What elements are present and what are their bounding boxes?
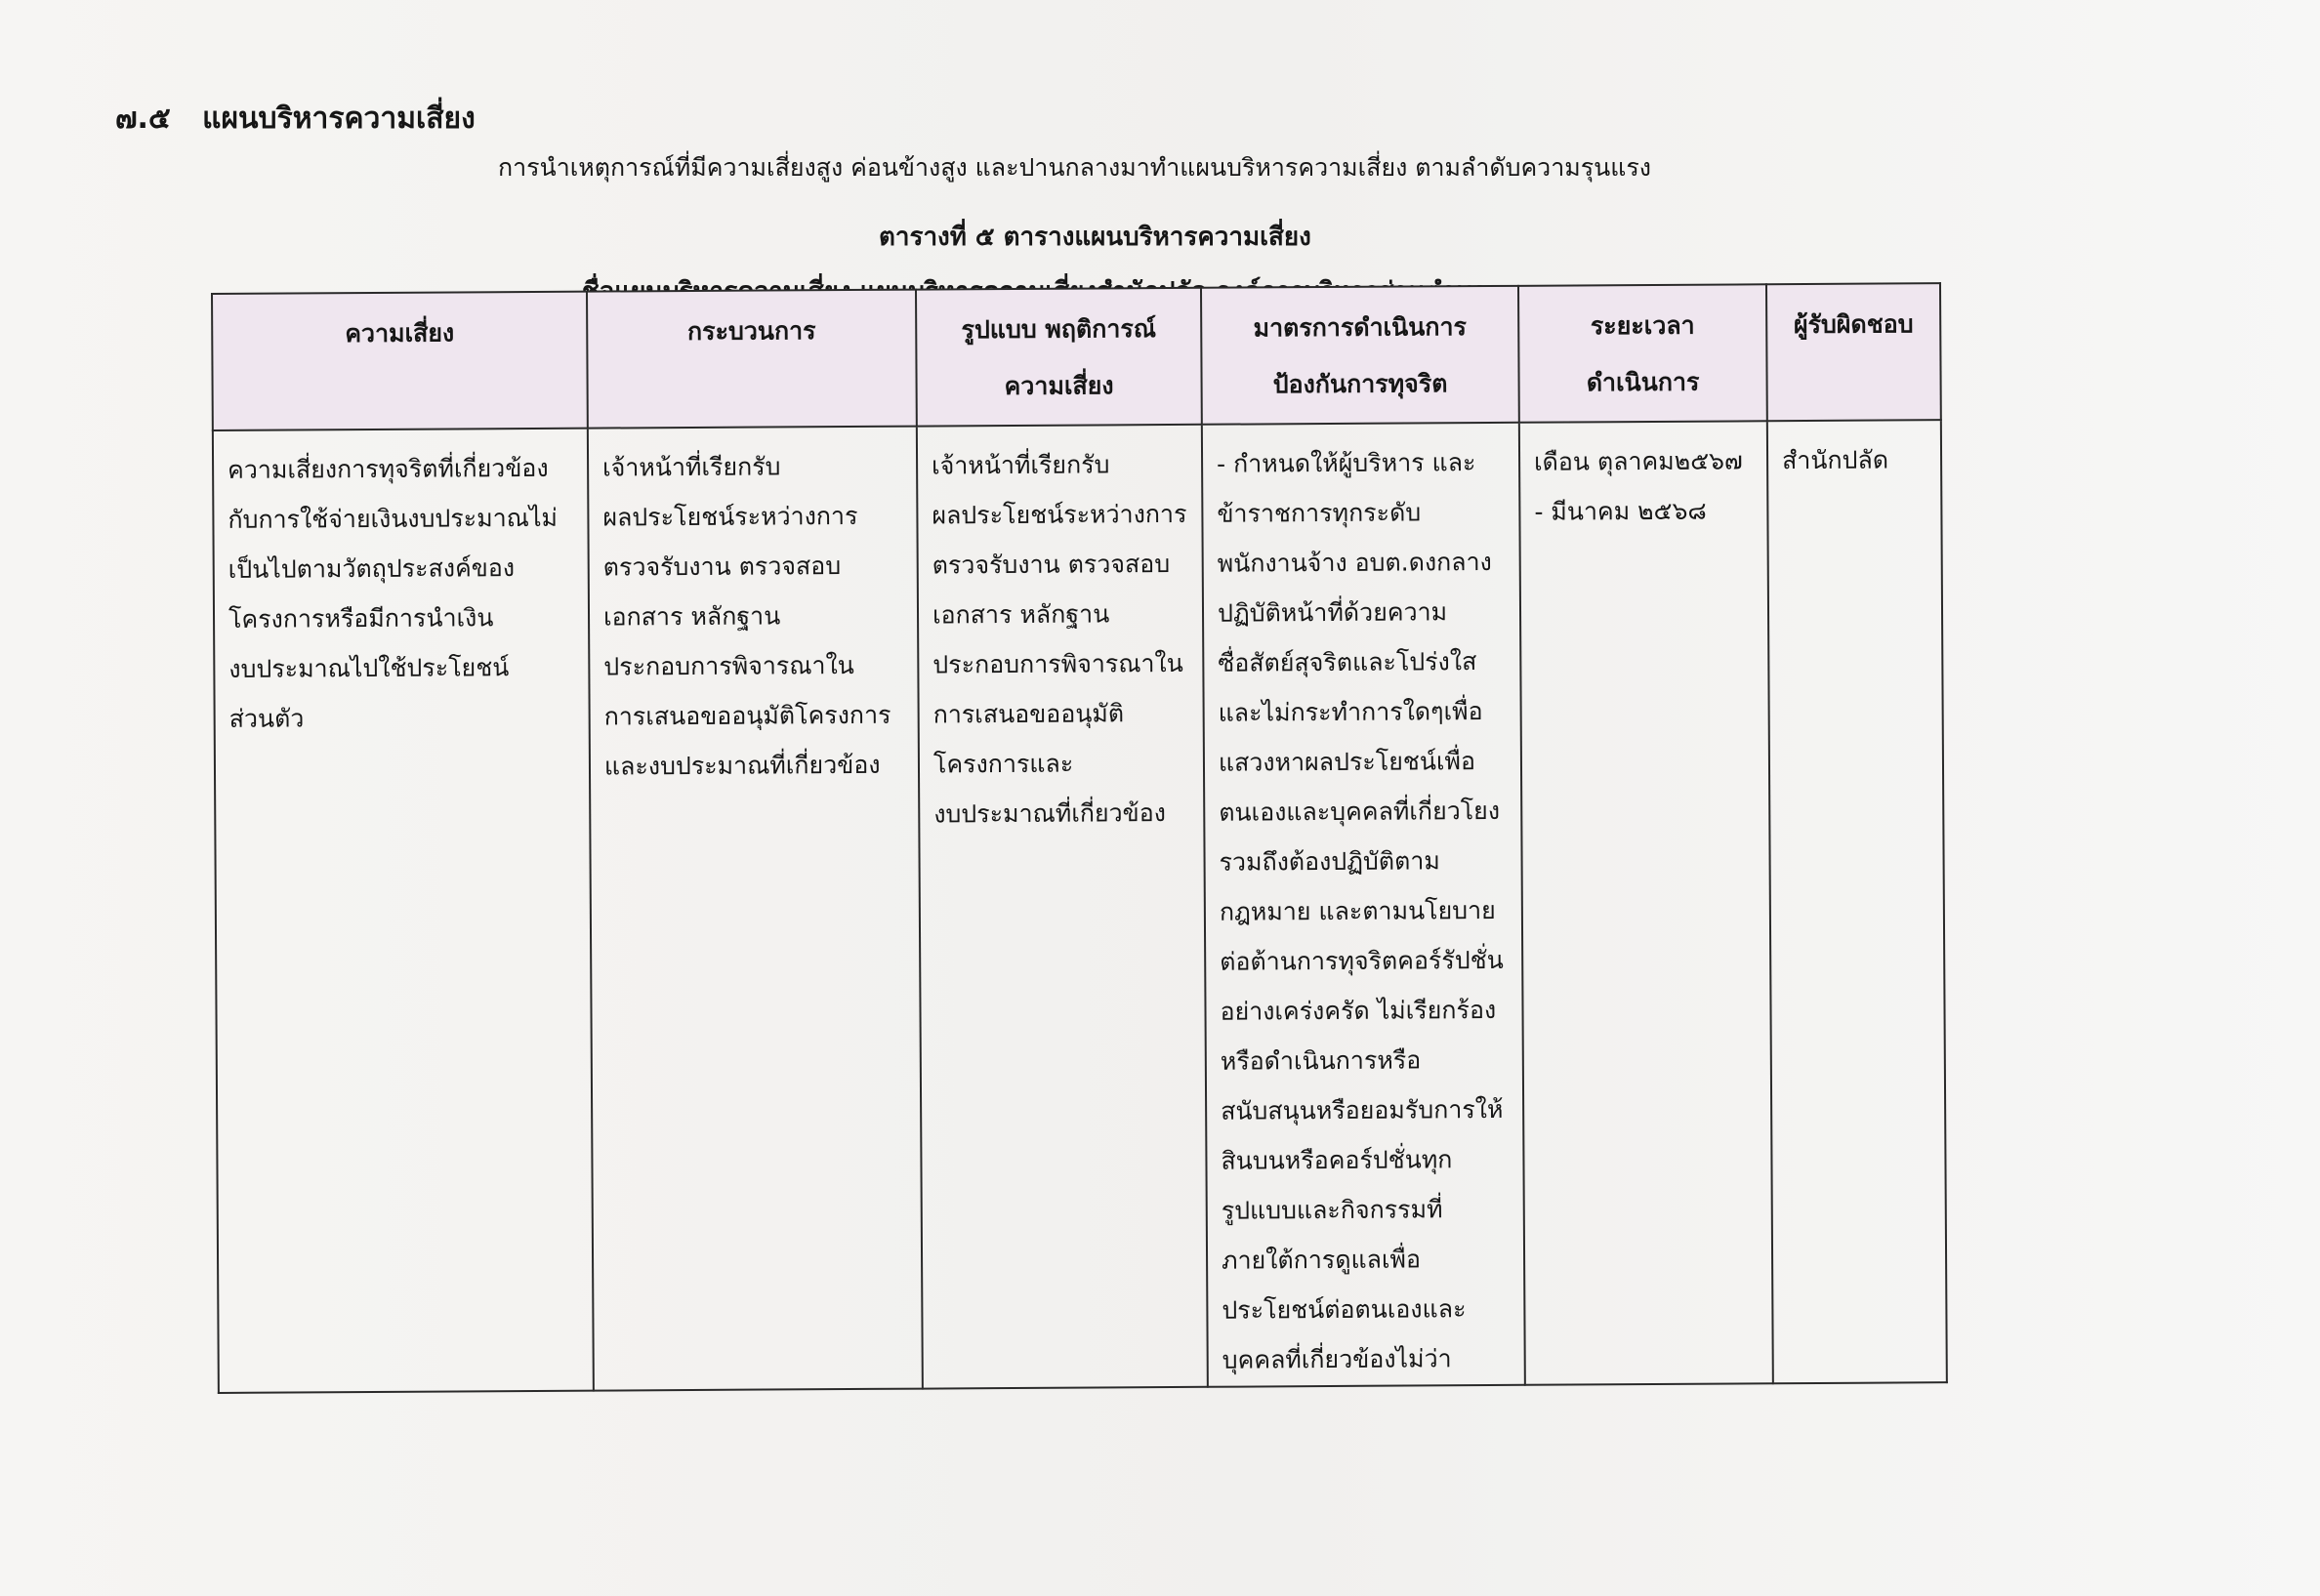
risk-line: กับการใช้จ่ายเงินงบประมาณไม่: [228, 503, 559, 534]
header-owner: [1766, 283, 1941, 421]
cell-period: [1519, 421, 1773, 1385]
measures-line: ซื่อสัตย์สุจริตและโปร่งใส: [1218, 647, 1477, 677]
process-line: เจ้าหน้าที่เรียกรับ: [602, 452, 781, 482]
measures-line: หรือดำเนินการหรือ: [1220, 1045, 1422, 1076]
period-line: - มีนาคม ๒๕๖๘: [1534, 496, 1707, 526]
measures-line: สนับสนุนหรือยอมรับการให้: [1221, 1094, 1504, 1125]
measures-line: ภายใต้การดูแลเพื่อ: [1221, 1245, 1422, 1275]
header-measures: [1201, 286, 1519, 425]
measures-line: บุคคลที่เกี่ยวข้องไม่ว่า: [1222, 1344, 1452, 1374]
measures-line: แสวงหาผลประโยชน์เพื่อ: [1218, 747, 1476, 777]
pattern-line: โครงการและ: [932, 749, 1074, 779]
header-period-line: ดำเนินการ: [1586, 367, 1700, 397]
risk-management-table: [211, 282, 1946, 1394]
intro-text: การนำเหตุการณ์ที่มีความเสี่ยงสูง ค่อนข้างสูง และปานกลางมาทำแผนบริหารความเสี่ยง ตามลำดับความรุนแรง: [498, 153, 1652, 182]
measures-line: สินบนหรือคอร์ปชั่นทุก: [1221, 1145, 1453, 1175]
pattern-line: ประกอบการพิจารณาใน: [932, 648, 1183, 679]
header-pattern: [916, 288, 1202, 427]
process-line: ประกอบการพิจารณาใน: [603, 650, 854, 681]
cell-pattern: [917, 425, 1208, 1389]
pattern-line: เจ้าหน้าที่เรียกรับ: [932, 450, 1110, 480]
risk-line: เป็นไปตามวัตถุประสงค์ของ: [228, 553, 516, 584]
pattern-line: ผลประโยชน์ระหว่างการ: [932, 499, 1187, 530]
header-pattern-line: รูปแบบ พฤติการณ์: [961, 314, 1157, 345]
period-line: เดือน ตุลาคม๒๕๖๗: [1533, 446, 1743, 476]
pattern-line: เอกสาร หลักฐาน: [932, 599, 1110, 630]
header-period: [1518, 284, 1767, 423]
risk-line: โครงการหรือมีการนำเงิน: [228, 603, 494, 634]
cell-risk: [213, 429, 594, 1393]
process-line: เอกสาร หลักฐาน: [602, 601, 781, 632]
header-pattern-line: ความเสี่ยง: [1004, 371, 1114, 401]
table-title: ตารางที่ ๕ ตารางแผนบริหารความเสี่ยง: [879, 223, 1311, 252]
header-risk: [212, 292, 588, 430]
header-period-line: ระยะเวลา: [1590, 310, 1695, 341]
table-header-row: [212, 283, 1941, 430]
cell-measures: [1202, 423, 1525, 1387]
measures-line: ตนเองและบุคคลที่เกี่ยวโยง: [1219, 796, 1501, 827]
measures-line: ประโยชน์ต่อตนเองและ: [1222, 1294, 1467, 1325]
process-line: การเสนอขออนุมัติโครงการ: [603, 700, 891, 731]
measures-line: - กำหนดให้ผู้บริหาร และ: [1217, 448, 1476, 478]
section-title: แผนบริหารความเสี่ยง: [202, 102, 476, 136]
section-number: ๗.๕: [115, 102, 171, 136]
header-owner-text: ผู้รับผิดชอบ: [1793, 309, 1914, 340]
measures-line: และไม่กระทำการใดๆเพื่อ: [1218, 697, 1483, 727]
process-line: และงบประมาณที่เกี่ยวข้อง: [603, 750, 881, 781]
header-measures-line: ป้องกันการทุจริต: [1272, 369, 1448, 399]
measures-line: รวมถึงต้องปฏิบัติตาม: [1219, 846, 1440, 877]
table-row: [213, 420, 1947, 1393]
measures-line: ต่อต้านการทุจริตคอร์รัปชั่น: [1220, 945, 1504, 976]
pattern-line: การเสนอขออนุมัติ: [932, 699, 1125, 729]
pattern-line: ตรวจรับงาน ตรวจสอบ: [932, 550, 1171, 580]
header-measures-line: มาตรการดำเนินการ: [1253, 312, 1468, 343]
header-process-text: กระบวนการ: [686, 316, 816, 347]
header-process: [587, 290, 917, 429]
measures-line: กฎหมาย และตามนโยบาย: [1219, 895, 1496, 926]
measures-line: รูปแบบและกิจกรรมที่: [1221, 1195, 1443, 1225]
measures-line: อย่างเคร่งครัด ไม่เรียกร้อง: [1220, 995, 1497, 1026]
process-line: ผลประโยชน์ระหว่างการ: [602, 501, 858, 532]
risk-line: ส่วนตัว: [228, 704, 305, 733]
measures-line: ข้าราชการทุกระดับ: [1217, 498, 1422, 528]
measures-line: พนักงานจ้าง อบต.ดงกลาง: [1217, 547, 1492, 578]
owner-text: สำนักปลัด: [1781, 445, 1889, 475]
header-risk-text: ความเสี่ยง: [345, 318, 455, 348]
cell-process: [588, 427, 923, 1391]
risk-line: งบประมาณไปใช้ประโยชน์: [228, 653, 510, 683]
cell-owner: [1767, 420, 1947, 1383]
pattern-line: งบประมาณที่เกี่ยวข้อง: [933, 798, 1167, 829]
process-line: ตรวจรับงาน ตรวจสอบ: [602, 552, 842, 582]
measures-line: ปฏิบัติหน้าที่ด้วยความ: [1217, 597, 1448, 628]
section-heading: [115, 96, 476, 142]
risk-line: ความเสี่ยงการทุจริตที่เกี่ยวข้อง: [228, 453, 549, 484]
